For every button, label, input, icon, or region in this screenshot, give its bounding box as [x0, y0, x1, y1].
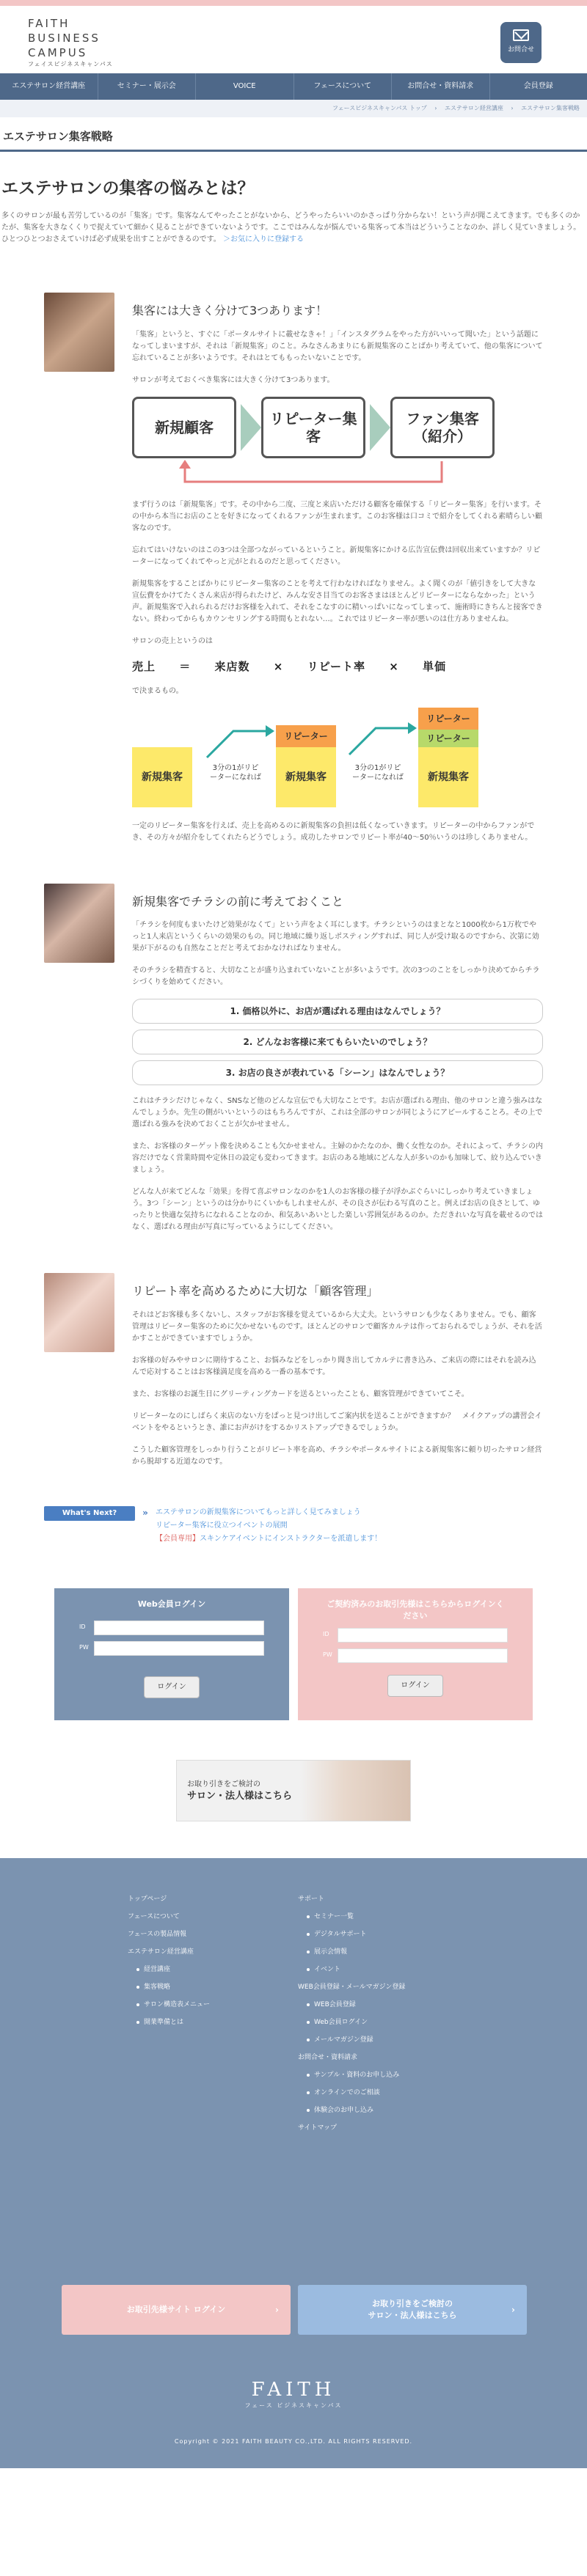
trade-login-button[interactable]: ログイン — [387, 1675, 443, 1697]
section3-p1: それはどお客様も多くないし、スタッフがお客様を覚えているから大丈夫。というサロンも少なくありません。でも、顧客管理はリピーター集客のために欠かせないものです。ほとんどのサロンで顧客カルテは作っておられるでしょうが、それを活かすことができていますでしょうか。 — [132, 1310, 542, 1343]
footer-support-1[interactable]: セミナー一覧 — [298, 1908, 405, 1926]
web-login-title: Web会員ログイン — [137, 1599, 206, 1609]
section3-p5: こうした顧客管理をしっかり行うことがリピート率を高め、チラシやポータルサイトによる新規集客に頼り切ったサロン経営から脱却する近道なのです。 — [132, 1445, 542, 1466]
site-footer — [0, 1858, 587, 2468]
trade-id-input[interactable] — [338, 1628, 508, 1643]
logo-line1: FAITH — [28, 17, 70, 30]
flyer-questions — [132, 999, 543, 1085]
banner-line2: サロン・法人様はこちら — [187, 1790, 293, 1802]
link-member-instructor[interactable] — [156, 1533, 382, 1546]
member-link-text: スキンケアイベントにインストラクターを派遣します！ — [200, 1534, 382, 1543]
intro-body: 多くのサロンが最も苦労しているのが「集客」です。集客なんてやったことがないから、どうやったらいいのかさっぱり分からない！という声が聞こえてきます。でも多くのかたが、集客を大きなくくりで捉えていて細かく見ることができていないようです。ここではみんなが悩んでいる集客って本当はどういうことなのか、詳しく見ていきましょう。ひとつひとつおさえていけば必ず成果を出すことができるのです。 — [1, 212, 581, 243]
footer-logo-sub: フェース ビジネスキャンパス — [244, 2401, 343, 2409]
flow-arrow-icon — [370, 404, 390, 451]
footer-btn-right-label: お取り引きをご検討の サロン・法人様はこちら — [368, 2298, 457, 2320]
nav-item-salon-course[interactable]: エステサロン経営講座 — [0, 73, 98, 100]
main-title: エステサロンの集客の悩みとは？ — [1, 179, 255, 198]
copyright: Copyright © 2021 FAITH BEAUTY CO.,LTD. ALL RIGHTS RESERVED. — [174, 2437, 413, 2445]
nav-item-voice[interactable]: VOICE — [196, 73, 294, 100]
link-repeater-event[interactable]: リピーター集客に役立つイベントの展開 — [156, 1521, 288, 1530]
member-tag: 【会員専用】 — [156, 1534, 200, 1543]
nav-item-seminar[interactable]: セミナー・展示会 — [98, 73, 197, 100]
contact-label: お問合せ — [507, 46, 534, 54]
section2-p3: これはチラシだけじゃなく、SNSなど他のどんな宣伝でも大切なことです。お店が選ばれる理由、他のサロンと違う強みはなんでしょうか。先生の側がいいというのはもちろんですが、これは全部のサロンが同じようにアピールすることろ。その上で選ばれる強みを決めておくことが欠かせません。 — [132, 1097, 543, 1129]
logo-line2: BUSINESS — [28, 32, 101, 45]
section2-p4: また、お客様のターゲット像を決めることも欠かせません。主婦のかたなのか、働く女性なのか。それによって、チラシの内容だけでなく営業時間や定休日の設定も変わってきます。お店のある地域にどんな人が多いのかも加味して、絞り込んでいきましょう。 — [132, 1142, 543, 1175]
trade-pw-label: PW — [323, 1651, 332, 1659]
section1-p4: 忘れてはいけないのはこの3つは全部つながっているということ。新規集客にかける広告宣伝費は回収出来ていますか？リピーターになってくれてやっと元がとれるのだと思ってください。 — [132, 546, 541, 566]
flow-arrow-icon — [241, 404, 261, 451]
footer-support-head[interactable]: サポート — [298, 1895, 325, 1903]
section1-photo — [44, 293, 114, 372]
graph-note-2: 3分の1がリピーターになれば — [352, 763, 404, 782]
chevron-right-icon: › — [511, 2304, 515, 2315]
double-chevron-icon: » — [142, 1507, 148, 1518]
footer-sitemap[interactable]: サイトマップ — [298, 2124, 338, 2132]
site-logo[interactable] — [28, 16, 113, 69]
section3-p4: リピーターなのにしばらく来店のない方をぱっと見つけ出してご案内状を送ることができますか？ メイクアップの講習会イベントをやるというとき、誰にお声がけをするかリストアップできるでしょうか。 — [132, 1412, 542, 1432]
banner-text — [177, 1779, 292, 1802]
footer-support-3[interactable]: 展示会情報 — [298, 1943, 405, 1961]
footer-link-about[interactable]: フェースについて — [128, 1912, 180, 1920]
whats-next — [44, 1506, 543, 1546]
global-nav — [0, 73, 587, 100]
section2-p1: 「チラシを何度もまいたけど効果がなくて」という声をよく耳にします。チラシというのはまとなと1000枚から1万枚でやっと1人来店というくらいの効果のもの。同じ地域に繰り返しポスティングすれば、同じ人が受け取るのですから、次第に効果が下がるのも自然なことだと考えておかなければなりません。 — [132, 921, 539, 953]
section1-p6: サロンの売上というのは — [132, 636, 213, 645]
graph-arrow-icon — [346, 715, 418, 757]
footer-logo-text: FAITH — [251, 2378, 336, 2401]
breadcrumb — [0, 100, 587, 117]
nav-item-about[interactable]: フェースについて — [294, 73, 393, 100]
graph-new-1: 新規集客 — [132, 747, 192, 807]
repeater-growth-diagram — [132, 708, 543, 810]
footer-support-2[interactable]: デジタルサポート — [298, 1926, 405, 1943]
web-pw-label: PW — [79, 1644, 89, 1651]
trade-login — [298, 1588, 533, 1720]
whats-next-label: What's Next? — [44, 1506, 135, 1521]
section1-p1: 「集客」というと、すぐに「ポータルサイトに載せなきゃ！」「インスタグラムをやった方がいいって聞いた」という話題になってしまいますが、それは「新規集客」のこと。みなさんあまりにも新規集客のことばかり考えていて、他の集客について忘れていることが多いようです。それはとてももったいないことです。 — [132, 330, 543, 362]
web-pw-row — [79, 1641, 264, 1656]
section2-p2: そのチラシを精査すると、大切なことが盛り込まれていないことが多いようです。次の3つのことをしっかり決めてからチラシづくりを始めてください。 — [132, 966, 540, 987]
web-member-login — [54, 1588, 289, 1720]
nav-item-register[interactable]: 会員登録 — [523, 82, 553, 90]
section2-heading: 新規集客でチラシの前に考えておくこと — [132, 894, 344, 909]
graph-new-3: 新規集客 — [418, 747, 478, 807]
section3-heading: リピート率を高めるために大切な「顧客管理」 — [132, 1284, 379, 1299]
section1-p7: で決まるもの。 — [132, 686, 183, 695]
customer-flow-diagram — [132, 397, 543, 492]
footer-link-course-1[interactable]: 経営講座 — [128, 1961, 210, 1978]
footer-col-1 — [128, 1890, 210, 2031]
breadcrumb-sep-icon: › — [434, 105, 437, 111]
top-accent-bar — [0, 0, 587, 6]
trade-id-row — [323, 1628, 508, 1643]
web-login-button[interactable]: ログイン — [144, 1676, 200, 1698]
question-2: 2. どんなお客様に来てもらいたいのでしょう？ — [132, 1030, 543, 1054]
graph-arrow-icon — [204, 718, 276, 760]
intro-text — [0, 210, 587, 246]
graph-note-1: 3分の1がリピーターになれば — [210, 763, 261, 782]
nav-item-contact[interactable]: お問合せ・資料請求 — [392, 73, 490, 100]
footer-web-2[interactable]: Web会員ログイン — [298, 2014, 405, 2031]
formula-sales: 売上 — [132, 659, 156, 673]
section3-p2: お客様の好みやサロンに期待すること、お悩みなどをしっかり聞き出してカルテに書き込み、ご来店の際にはそれを読み込んで応対することはお客様満足度を高める一番の基本です。 — [132, 1356, 536, 1376]
whats-next-links — [156, 1506, 382, 1546]
footer-link-course-4[interactable]: 開業準備とは — [128, 2014, 210, 2031]
breadcrumb-current: エステサロン集客戦略 — [521, 105, 580, 111]
breadcrumb-home[interactable]: フェースビジネスキャンパス トップ — [332, 105, 427, 111]
section-customer-management — [44, 1273, 543, 1478]
footer-link-course-2[interactable]: 集客戦略 — [128, 1978, 210, 1996]
web-id-label: ID — [79, 1623, 86, 1631]
flow-new-customer: 新規顧客 — [132, 397, 236, 458]
section1-p5: 新規集客をすることばかりにリピーター集客のことを考えて行わなければなりません。よく聞くのが「値引きをして大きな宣伝費をかけてたくさん来店が得られたけど、みんな安さ目当てのお客さまはほとんどリピーターにならなかった」という声。新規集客で入れられるだけお客様を入れて、それをこなすのに精いっぱいになってしまって、施術時にきちんと接客できない。終わってからもカウンセリングする時間もとれない…。これではリピーター率が悪いのは仕方ありませんね。 — [132, 579, 543, 623]
chevron-right-icon: › — [275, 2304, 279, 2315]
breadcrumb-course[interactable]: エステサロン経営講座 — [445, 105, 503, 111]
footer-logo[interactable] — [0, 2379, 587, 2411]
flow-fan: ファン集客（紹介） — [390, 397, 495, 458]
section2-photo — [44, 884, 114, 963]
consider-banner[interactable] — [176, 1760, 411, 1821]
logo-line3: CAMPUS — [28, 46, 88, 59]
favorite-link[interactable]: ＞お気に入りに登録する — [223, 235, 304, 243]
trade-pw-input[interactable] — [338, 1648, 508, 1663]
logo-sub: フェイスビジネスキャンパス — [28, 61, 113, 67]
footer-col-2 — [298, 1890, 405, 2137]
flow-repeater: リピーター集客 — [261, 397, 365, 458]
footer-contact-head[interactable]: お問合せ・資料請求 — [298, 2053, 358, 2061]
formula-times: × — [273, 659, 284, 673]
section-three-types — [44, 293, 543, 854]
section3-p3: また、お客様のお誕生日にグリーティングカードを送るといったことも、顧客管理ができていてこそ。 — [132, 1390, 469, 1398]
web-id-input[interactable] — [94, 1621, 264, 1635]
formula-eq: ＝ — [179, 659, 192, 673]
footer-btn-left-label: お取引先様サイト ログイン — [126, 2304, 226, 2314]
banner-line1: お取り引きをご検討の — [187, 1780, 260, 1788]
contact-button[interactable] — [500, 22, 542, 63]
footer-web-head[interactable]: WEB会員登録・メールマガジン登録 — [298, 1983, 406, 1991]
login-panels — [54, 1588, 533, 1720]
footer-link-products[interactable]: フェースの製品情報 — [128, 1930, 187, 1938]
footer-support-4[interactable]: イベント — [298, 1961, 405, 1978]
formula-price: 単価 — [423, 659, 447, 673]
footer-link-top[interactable]: トップページ — [128, 1895, 167, 1903]
breadcrumb-sep-icon: › — [511, 105, 514, 111]
footer-web-1[interactable]: WEB会員登録 — [298, 1996, 405, 2014]
trade-id-label: ID — [323, 1631, 329, 1638]
question-1: 1. 価格以外に、お店が選ばれる理由はなんでしょう？ — [132, 999, 543, 1024]
footer-contact-3[interactable]: 体験会のお申し込み — [298, 2102, 405, 2119]
footer-link-course[interactable]: エステサロン経営講座 — [128, 1948, 194, 1956]
graph-new-2: 新規集客 — [276, 747, 336, 807]
formula-times: × — [389, 659, 399, 673]
web-id-row — [79, 1621, 264, 1635]
formula-visits: 来店数 — [214, 659, 250, 673]
section3-photo — [44, 1273, 114, 1352]
section-flyer — [44, 884, 543, 1244]
section1-p8: 一定のリピーター集客を行えば、売上を高めるのに新規集客の負担は低くなっていきます。リピーターの中からファンができ、その方々が紹介をしてくれたらどうでしょう。成功したサロンでリピート率が40〜50％いうのは珍しくありません。 — [132, 821, 535, 842]
page-title: エステサロン集客戦略 — [0, 117, 587, 152]
footer-trade-login-button[interactable] — [62, 2285, 291, 2335]
footer-contact-2[interactable]: オンラインでのご相談 — [298, 2084, 405, 2102]
banner-photo — [300, 1761, 410, 1821]
trade-pw-row — [323, 1648, 508, 1663]
graph-repeater-2a: リピーター — [418, 708, 478, 730]
graph-repeater-2b: リピーター — [418, 730, 478, 747]
site-header — [0, 6, 587, 73]
section1-p3: まず行うのは「新規集客」です。その中から二度、三度と来店いただける顧客を確保する「リピーター集客」を行います。その中から本当にお店のことを好きになってくれるファンが生まれます。このお客様は口コミで紹介をしてくれる素晴らしい顧客なのです。 — [132, 500, 542, 532]
section2-p5: どんな人が来てどんな「効果」を得て喜ぶサロンなのかを1人のお客様の様子が浮かぶぐらいにしっかり考えていきましょう。3つ「シーン」というのは分かりにくいかもしれませんが、その良さが伝わる写真のこと。例えばお店の良さとして、ゆったりと快適な気持ちになれることなのか、和気あいあいとした楽しい雰囲気があるのか。ただきれいな写真を載せるのではなく、選ばれる理由が写真に写っているようにしてください。 — [132, 1188, 543, 1232]
footer-consider-button[interactable] — [298, 2285, 527, 2335]
section1-heading: 集客には大きく分けて3つあります！ — [132, 304, 328, 318]
flow-loop-arrow-icon — [176, 458, 455, 491]
web-pw-input[interactable] — [94, 1641, 264, 1656]
footer-web-3[interactable]: メールマガジン登録 — [298, 2031, 405, 2049]
link-new-customer[interactable]: エステサロンの新規集客についてもっと詳しく見てみましょう — [156, 1508, 361, 1516]
sales-formula — [132, 658, 543, 675]
footer-link-course-3[interactable]: サロン構造表メニュー — [128, 1996, 210, 2014]
mail-icon — [513, 29, 529, 41]
graph-repeater-1: リピーター — [276, 725, 336, 747]
footer-contact-1[interactable]: サンプル・資料のお申し込み — [298, 2066, 405, 2084]
formula-repeat: リピート率 — [307, 659, 365, 673]
trade-login-title: ご契約済みのお取引先様はこちらからログインください — [327, 1599, 504, 1621]
section1-p2: サロンが考えておくべき集客には大きく分けて3つあります。 — [132, 375, 335, 384]
question-3: 3. お店の良さが表れている「シーン」はなんでしょう？ — [132, 1060, 543, 1085]
